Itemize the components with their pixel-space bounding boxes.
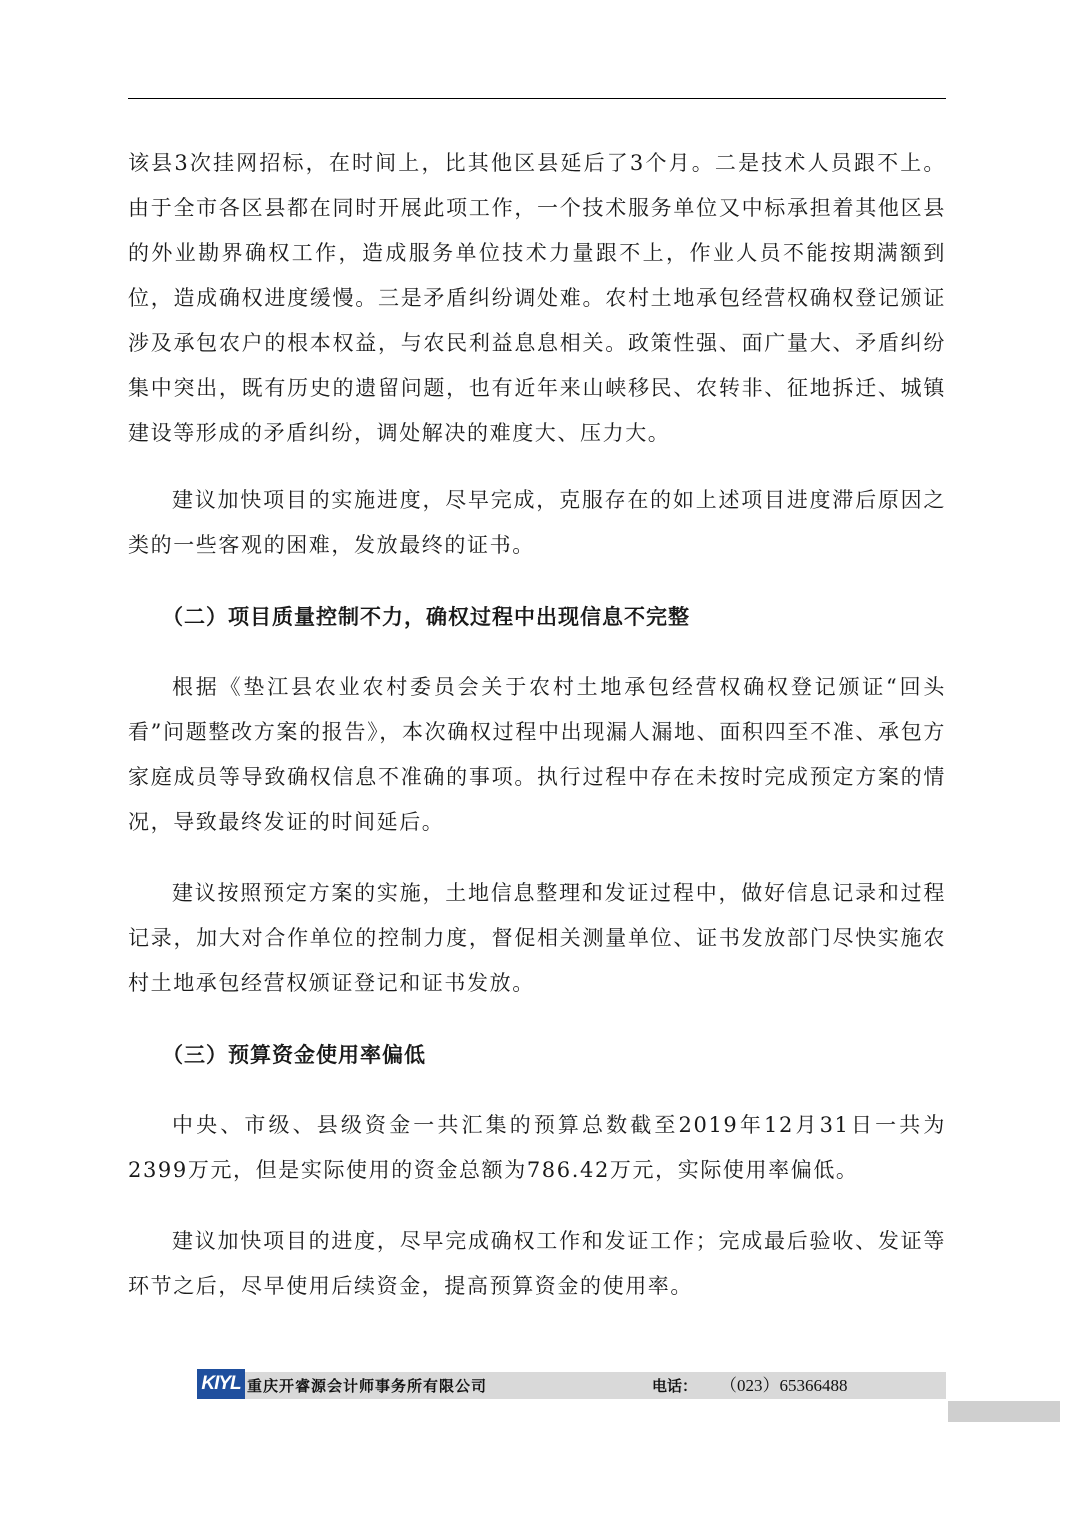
footer-tab xyxy=(948,1401,1060,1422)
paragraph-1: 该县3次挂网招标，在时间上，比其他区县延后了3个月。二是技术人员跟不上。由于全市各区县都在同时开展此项工作，一个技术服务单位又中标承担着其他区县的外业勘界确权工作，造成服务单位技术力量跟不上，作业人员不能按期满额到位，造成确权进度缓慢。三是矛盾纠纷调处难。农村土地承包经营权确权登记颁证涉及承包农户的根本权益，与农民利益息息相关。政策性强、面广量大、矛盾纠纷集中突出，既有历史的遗留问题，也有近年来山峡移民、农转非、征地拆迁、城镇建设等形成的矛盾纠纷，调处解决的难度大、压力大。 xyxy=(128,151,946,445)
company-logo xyxy=(197,1369,245,1399)
header-rule xyxy=(128,98,946,99)
paragraph-5: 中央、市级、县级资金一共汇集的预算总数截至2019年12月31日一共为2399万元，但是实际使用的资金总额为786.42万元，实际使用率偏低。 xyxy=(128,1113,946,1182)
section-heading-3: （三）预算资金使用率偏低 xyxy=(162,1042,426,1067)
paragraph-3: 根据《垫江县农业农村委员会关于农村土地承包经营权确权登记颁证“回头看”问题整改方案的报告》，本次确权过程中出现漏人漏地、面积四至不准、承包方家庭成员等导致确权信息不准确的事项。执行过程中存在未按时完成预定方案的情况，导致最终发证的时间延后。 xyxy=(128,675,946,834)
logo-text: KIYL xyxy=(201,1373,241,1394)
section-heading-2: （二）项目质量控制不力，确权过程中出现信息不完整 xyxy=(162,604,690,629)
paragraph-6: 建议加快项目的进度，尽早完成确权工作和发证工作；完成最后验收、发证等环节之后，尽早使用后续资金，提高预算资金的使用率。 xyxy=(128,1229,946,1298)
footer-phone-number: （023）65366488 xyxy=(720,1376,848,1395)
paragraph-2: 建议加快项目的实施进度，尽早完成，克服存在的如上述项目进度滞后原因之类的一些客观的困难，发放最终的证书。 xyxy=(128,488,946,557)
paragraph-4: 建议按照预定方案的实施，土地信息整理和发证过程中，做好信息记录和过程记录，加大对合作单位的控制力度，督促相关测量单位、证书发放部门尽快实施农村土地承包经营权颁证登记和证书发放。 xyxy=(128,881,946,995)
footer-company-name: 重庆开睿源会计师事务所有限公司 xyxy=(247,1377,488,1395)
document-body xyxy=(128,141,946,1309)
footer-phone-label: 电话： xyxy=(652,1377,698,1395)
